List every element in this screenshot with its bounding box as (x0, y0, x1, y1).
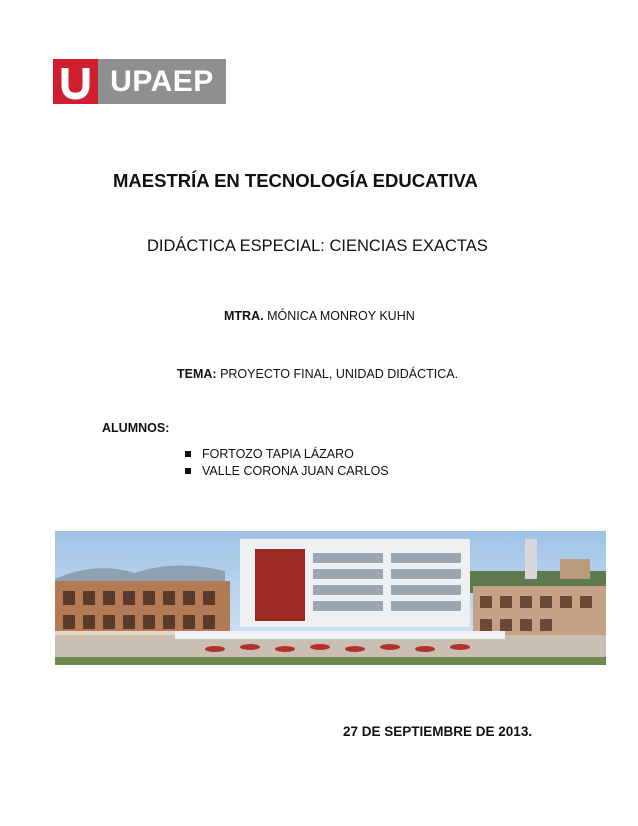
document-date: 27 DE SEPTIEMBRE DE 2013. (343, 724, 533, 739)
teacher-label: MTRA. (224, 309, 264, 323)
students-list (185, 446, 389, 480)
students-label: ALUMNOS: (102, 421, 170, 435)
topic-line (177, 367, 458, 381)
document-title: MAESTRÍA EN TECNOLOGÍA EDUCATIVA (113, 170, 478, 191)
teacher-name: MÓNICA MONROY KUHN (267, 309, 415, 323)
list-item: VALLE CORONA JUAN CARLOS (185, 463, 389, 480)
list-item: FORTOZO TAPIA LÁZARO (185, 446, 389, 463)
upaep-logo (53, 59, 226, 104)
logo-u-mark (53, 59, 98, 104)
u-shield-icon (53, 59, 98, 104)
teacher-line (224, 309, 415, 323)
logo-wordmark: UPAEP (98, 59, 226, 104)
course-subject: DIDÁCTICA ESPECIAL: CIENCIAS EXACTAS (147, 237, 488, 255)
topic-value: PROYECTO FINAL, UNIDAD DIDÁCTICA. (220, 367, 459, 381)
topic-label: TEMA: (177, 367, 217, 381)
campus-photo (55, 531, 606, 665)
